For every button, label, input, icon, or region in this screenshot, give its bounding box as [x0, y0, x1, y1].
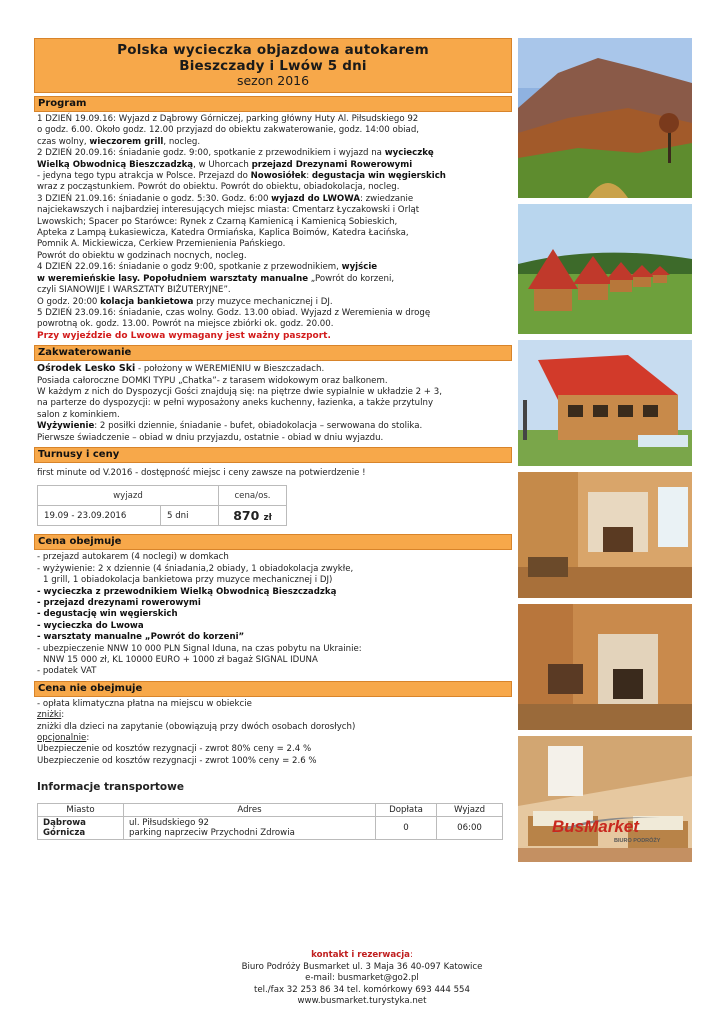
program-line: 2 DZIEŃ 20.09.16: śniadanie godz. 9:00, spotkanie z przewodnikiem i wyjazd na wycieczkę [37, 148, 434, 159]
price-table [37, 485, 287, 526]
program-text [34, 112, 512, 342]
price-header-price: cena/os. [219, 486, 287, 506]
includes-item: - przejazd autokarem (4 noclegi) w domkach [37, 552, 229, 563]
program-line: wraz z począstunkiem. Powrót do obiektu. Powrót do obiektu, obiadokolacja, nocleg. [37, 182, 400, 193]
program-line: 3 DZIEŃ 21.09.16: śniadanie o godz. 5:30. Godz. 6:00 wyjazd do LWOWA: zwiedzanie [37, 193, 414, 204]
accommodation-line: W każdym z nich do Dyspozycji Gości znajdują się: na piętrze dwie sypialnie w układzie 2 + 3, [37, 386, 442, 397]
accommodation-line: Ośrodek Lesko Ski - położony w WEREMIENIU w Bieszczadach. [37, 363, 325, 375]
contact-footer [0, 950, 724, 1008]
transport-header-address: Adres [124, 804, 376, 817]
excludes-item: Ubezpieczenie od kosztów rezygnacji - zwrot 100% ceny = 2.6 % [37, 755, 317, 766]
section-price-excludes: Cena nie obejmuje [34, 681, 512, 697]
program-line: 5 DZIEŃ 23.09.16: śniadanie, czas wolny. Godz. 13.00 obiad. Wyjazd z Weremienia w drogę [37, 307, 431, 318]
section-accommodation: Zakwaterowanie [34, 345, 512, 361]
includes-item: - przejazd drezynami rowerowymi [37, 598, 201, 608]
logo-sub: BIURO PODRÓŻY [614, 838, 661, 844]
transport-time: 06:00 [437, 817, 503, 840]
title-line-1: Polska wycieczka objazdowa autokarem [117, 42, 429, 58]
program-line: Powrót do obiektu w godzinach nocnych, nocleg. [37, 250, 247, 261]
includes-item: - wycieczka do Lwowa [37, 620, 144, 631]
transport-header-fee: Dopłata [376, 804, 437, 817]
photo-cabins-row [518, 204, 692, 334]
accommodation-line: na parterze do dyspozycji: w pełni wyposażony aneks kuchenny, łazienka, a także przytulny [37, 398, 434, 409]
program-line: o godz. 6.00. Około godz. 12.00 przyjazd do obiektu zakwaterowanie, godz. 14:00 obiad, [37, 125, 420, 136]
includes-list [34, 550, 512, 677]
title-line-2: Bieszczady i Lwów 5 dni [179, 58, 367, 74]
price-header-departure: wyjazd [38, 486, 219, 506]
section-program: Program [34, 96, 512, 112]
includes-item: - ubezpieczenie NNW 10 000 PLN Signal Iduna, na czas pobytu na Ukrainie: [37, 643, 362, 654]
term-days: 5 dni [161, 506, 219, 526]
program-line: najciekawszych i najbardziej interesujących miejsc miasta: Cmentarz Łyczakowski i Orląt [37, 205, 420, 216]
program-line: 1 DZIEŃ 19.09.16: Wyjazd z Dąbrowy Górniczej, parking główny Huty Al. Piłsudskiego 92 [37, 114, 419, 124]
photo-mountains [518, 38, 692, 198]
term-dates: 19.09 - 23.09.2016 [38, 506, 161, 526]
discounts-label: zniżki: [37, 710, 65, 721]
document-body [34, 38, 512, 840]
program-line: czas wolny, wieczorem grill, nocleg. [37, 136, 201, 147]
excludes-list [34, 697, 512, 767]
photo-living-room [518, 472, 692, 598]
program-line: Wielką Obwodnicą Bieszczadzką, w Uhorcach przejazd Drezynami Rowerowymi [37, 159, 413, 170]
section-price-includes: Cena obejmuje [34, 534, 512, 550]
contact-website[interactable]: www.busmarket.turystyka.net [297, 996, 427, 1006]
accommodation-line: Wyżywienie: 2 posiłki dziennie, śniadanie - bufet, obiadokolacja – serwowana do stolika. [37, 421, 423, 432]
excludes-item: - opłata klimatyczna płatna na miejscu w obiekcie [37, 698, 252, 709]
section-terms: Turnusy i ceny [34, 447, 512, 463]
accommodation-line: Pierwsze świadczenie – obiad w dniu przyjazdu, ostatnie - obiad w dniu wyjazdu. [37, 432, 384, 443]
contact-email[interactable]: e-mail: busmarket@go2.pl [305, 973, 419, 983]
contact-address: Biuro Podróży Busmarket ul. 3 Maja 36 40-097 Katowice [241, 961, 483, 972]
term-price: 870 zł [219, 506, 287, 526]
transport-header-city: Miasto [38, 804, 124, 817]
transport-address: ul. Piłsudskiego 92 parking naprzeciw Przychodni Zdrowia [124, 817, 376, 840]
title-box [34, 38, 512, 93]
program-line: Lwowskich; Spacer po Starówce: Rynek z Czarną Kamienicą i Kamienicą Sobieskich, [37, 216, 398, 227]
program-line: 4 DZIEŃ 22.09.16: śniadanie o godz 9:00, spotkanie z przewodnikiem, wyjście [37, 262, 378, 273]
accommodation-text [34, 361, 512, 444]
optional-label: opcjonalnie: [37, 733, 90, 744]
program-line: O godz. 20:00 kolacja bankietowa przy muzyce mechanicznej i DJ. [37, 296, 333, 307]
photo-main-building [518, 340, 692, 466]
terms-note: first minute od V.2016 - dostępność miejsc i ceny zawsze na potwierdzenie ! [37, 467, 366, 478]
includes-item: - degustację win węgierskich [37, 609, 178, 620]
busmarket-logo [548, 810, 668, 850]
program-line: czyli SIANOWIJE I WARSZTATY BIŻUTERYJNE”. [37, 285, 231, 296]
includes-item: 1 grill, 1 obiadokolacja bankietowa przy muzyce mechanicznej i DJ) [43, 575, 333, 586]
accommodation-line: Posiada całoroczne DOMKI TYPU „Chatka”- z tarasem widokowym oraz balkonem. [37, 375, 388, 386]
contact-heading: kontakt i rezerwacja: [311, 950, 413, 960]
includes-item: - wycieczka z przewodnikiem Wielką Obwodnicą Bieszczadzką [37, 586, 337, 597]
transport-city: Dąbrowa Górnicza [38, 817, 124, 840]
program-line: w weremieńskie lasy. Popołudniem warsztaty manualne „Powrót do korzeni, [37, 273, 395, 284]
passport-warning: Przy wyjeździe do Lwowa wymagany jest ważny paszport. [37, 330, 331, 341]
transport-table [37, 803, 503, 840]
excludes-item: zniżki dla dzieci na zapytanie (obowiązują przy dwóch osobach dorosłych) [37, 721, 356, 732]
season-label: sezon 2016 [236, 73, 310, 88]
logo-brand: BusMarket [552, 817, 639, 836]
program-line: - jedyna tego typu atrakcja w Polsce. Przejazd do Nowosiółek: degustacja win węgierskich [37, 171, 446, 182]
photo-column [518, 38, 692, 868]
accommodation-line: salon z kominkiem. [37, 409, 120, 420]
program-line: powrotną ok. godz. 13.00. Powrót na miejsce zbiórki ok. godz. 20.00. [37, 319, 334, 330]
includes-item: - wyżywienie: 2 x dziennie (4 śniadania,2 obiady, 1 obiadokolacja zwykłe, [37, 563, 354, 574]
contact-phone: tel./fax 32 253 86 34 tel. komórkowy 693 444 554 [254, 984, 470, 995]
photo-fireplace [518, 604, 692, 730]
transport-heading: Informacje transportowe [37, 781, 184, 794]
includes-item: - podatek VAT [37, 666, 97, 677]
includes-item: - warsztaty manualne „Powrót do korzeni” [37, 632, 245, 643]
program-line: Apteka z Lampą Łukasiewicza, Katedra Ormiańska, Kaplica Boimów, Katedra Łacińska, [37, 228, 409, 239]
transport-fee: 0 [376, 817, 437, 840]
includes-item: NNW 15 000 zł, KL 10000 EURO + 1000 zł bagaż SIGNAL IDUNA [43, 655, 318, 666]
excludes-item: Ubezpieczenie od kosztów rezygnacji - zwrot 80% ceny = 2.4 % [37, 744, 312, 755]
transport-header-departure: Wyjazd [437, 804, 503, 817]
program-line: Pomnik A. Mickiewicza, Cerkiew Przemienienia Pańskiego. [37, 239, 286, 250]
